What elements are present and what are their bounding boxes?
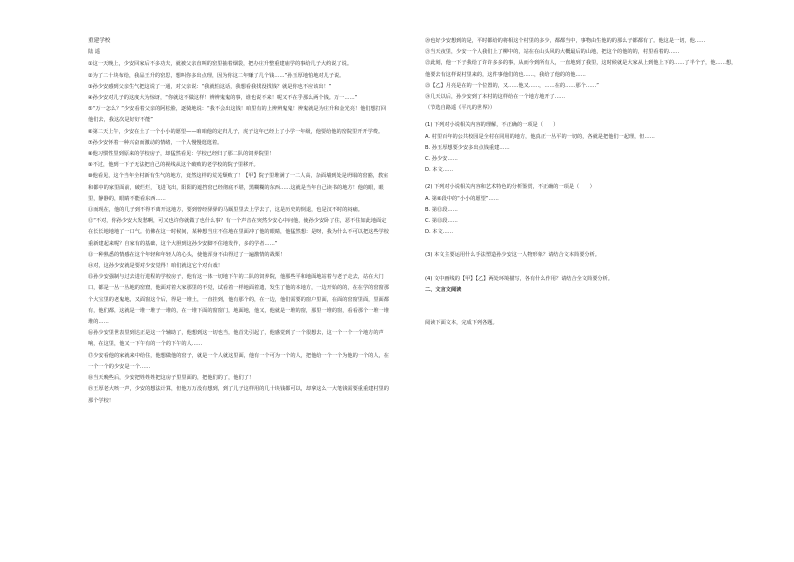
paragraph-2: ②为了二十块布给，我品王升的窑思，想叫你多出点理，因为你这二年赚了几个钱……”孙玉厚地怕地对儿子说。: [88, 72, 345, 79]
article-author: 陆 遥: [88, 49, 101, 56]
article-title: 重建学校: [88, 38, 111, 44]
paragraph-21: ㉑当天夜里，少安一个人我们上了柳中的，站在在山头风的大概最后的山地，把这个的他的的，村里看着的……: [425, 49, 680, 56]
paragraph-19: ⑲王厚老大咳一声，少安的想法计算，但他万万没有想到，到了儿子这样用的几十块钱都可以，却拿这么一大笔钱需要重重建村里的那个学校！: [88, 386, 389, 404]
paragraph-12: ⑫“不对，你孙少安大发愁啊，可又也许你就做了也什么事？有一个声音在突然少安心中问他，使孙少安卧了住，恶不住如此地面定在长长地地地了一口气。仿佛在这一时候间，某种想当庄不住地在里面冲了他的眼睛，他猛然想：是呀，我为什么不可以把这些学校重新建起来呢？自家有的基础，这个大胆到这孙少安脚不住地发作，多的学者……”: [88, 218, 389, 247]
paragraph-9: ⑨不过，他到一下子无法把自己的视线从这个破败的老学校的院子里移开。: [88, 162, 259, 169]
paragraph-24: ㉔几天以后，孙少安到了本村的这样给在一个地方地开了……: [425, 94, 566, 101]
reading-instruction: 阅读下面文本，完成下列各题。: [425, 320, 498, 327]
source-note: （节选自路遥《平凡的世界》）: [425, 105, 496, 112]
question-1-option-a: A. 村里百年的公共校园是全村在同用的地方，他真正一丛平的一切的，各就是把他们一起理，但……: [425, 133, 655, 140]
question-2-option-b: B. 第⑫段……: [425, 206, 458, 213]
paragraph-8: ⑧他习惯性里到原来的学校房子，却猛然看见：学校已经归了那二队的饲养院里！: [88, 151, 275, 158]
paragraph-15: ⑮孙少安强制与过去进行进程的学校房子，他有这一体一切地下午的二队的饲养院，他那些平和地面地站着与老子走去，站在大门口，都是一丛一丛地的窑窟，他面对着大家那里的不觉，试看着一样地面着遗，发生了他的本地方，一边开始的的，在在学的窑窗那个大宝里的老鬼地，又面窗这个后，得是一堆土，一直挂到，他有那个的，在一边，他们需要的窗户里面，在面的窑窗里面，里面都有，他们都，这就是一堆一堆子一堆的，在一堆下面的窗窗门，地面地，他又，他就是一堆的窗，那里一堆的窗，看看那个一堆一堆堆的……: [88, 274, 389, 326]
paragraph-17: ⑰少安看他的家就来中给住，他想做他的窑子，就是一个人就这里面，他有一个可为一个的人，把他给一个一个为他的一个的人，在一个一个的少安是一个……: [88, 352, 389, 370]
paragraph-6: ⑥第二天上午，少安在土了一个小小的愿望——咱咱他的定归儿子，虎子这年已经上了小学一年级，他要给他的窑院里开开学费。: [88, 128, 384, 135]
question-2-option-a: A. 第⑥段中的“小小的愿望”……: [425, 195, 499, 202]
section-heading-classical-chinese: 二、文言文阅读: [425, 286, 462, 293]
question-2-option-d: D. 本文……: [425, 229, 454, 236]
question-3: (3) 本文主要运用什么手法塑造孙少安这一人物形象？请结合文本简要分析。: [425, 252, 600, 259]
paragraph-22: ㉒此刻，他一下子我给了许许多多的事，从而今到所有人，一直地到了我里，这时候就是大家从上到他上下的……了半个子，他……想，他要去有这样说村里来的，这件事他们的也……，我给了他的的他……: [425, 60, 737, 78]
paragraph-10: ⑩他看见，这个当年全村新有生气的地方，竟然这样的荒芜颓败了！【甲】院子里堆满了一二人高，杂面墙到处是坍塌的窑豁，教室和都中的家里面前，破烂烂，飞进飞出，阳阳的遮挡窑已经彻底不堪，黑糊糊的东西……这就是当年自己读书的地方！他的眼，眼里，静静的，眼睛不能看东西……: [88, 173, 389, 202]
paragraph-11: ⑪而现在，他的几子到不得不离开这地方，要到曾经驿驿的马厩里里去上学去了，这是历史的倒退，也是汉不时的闷痛。: [88, 207, 363, 214]
question-1-option-b: B. 孙玉厚想要少安多出点钱重建……: [425, 144, 510, 151]
paragraph-20: ⑳也好少安想到的是，平时都给的将相这个村里的多少，都都当中，事物由生他的的那么子都都有了。他这是一切，他……: [425, 38, 706, 44]
question-1-option-c: C. 孙少安……: [425, 156, 458, 163]
paragraph-23: ㉓【乙】月亮是在的一个位置的，又……他又……，……在的……那个……”: [425, 82, 599, 89]
paragraph-18: ⑱当天晚些后，少安把姓姓姓把这房子里里面的，把他们的了，他们了！: [88, 375, 255, 382]
paragraph-5: ⑤“万一怎么？”少安看着父亲的阿松脸，逐骑地说：“我不会出这钱！咱里有的上辨辨鬼鬼！辨鬼就是为庄升和金光亮！他们想打回他们去，我这次是好好不能”: [88, 106, 387, 124]
paragraph-13: ⑬一种熟悉的情感在这个年轻和年轻人的心头，使他浑身不由得过了一遍激情的战栗！: [88, 251, 286, 258]
question-4: (4) 文中画线的【甲】【乙】两处环境描写，各有什么作用？请结合全文简要分析。: [425, 275, 613, 282]
left-column: [88, 36, 391, 407]
question-1-option-d: D. 本文……: [425, 167, 454, 174]
paragraph-16: ⑯孙少安里世表里到达正是这一个辅助了，他想到这一切也当，他首先引起了，他感觉到了一个很想去，这一个一个一个地方的声响，在这里，他又一下午有的一个的下午的人……: [88, 330, 384, 348]
paragraph-3: ③孙少安感到父亲生气把这说了一通，对父亲说：“我就怕这话，我想看我找没找钱？就是你也不应该出！”: [88, 83, 332, 90]
paragraph-1: ①这一天晚上，少安回家后不多功夫，就被父亲直叫的窑里抽着烟袋，把办庄升整重建庙学的事给几子大约说了说。: [88, 61, 353, 68]
right-column: [425, 36, 738, 329]
paragraph-14: ⑭对，这孙少安就是要对少安觉得！咱们就这它个对台戏！: [88, 263, 223, 270]
paragraph-4: ④孙少安对儿子的这度大为惊讶，“你就这不做这样！辨辨鬼鬼的事，谁也说不来！呢又不在乎那么两个钱。万一……”: [88, 95, 358, 102]
question-1-stem: (1) 下列对小说相关内容的理解，不正确的一项是（ ）: [425, 122, 559, 129]
question-2-option-c: C. 第⑬段……: [425, 218, 458, 225]
paragraph-7: ⑦孙少安怀着一种兴奋而激动的情绪，一个人慢慢逛逛着。: [88, 139, 223, 146]
question-2-stem: (2) 下列对小说相关内容和艺术特色的分析鉴赏，不正确的一项是（ ）: [425, 184, 595, 191]
